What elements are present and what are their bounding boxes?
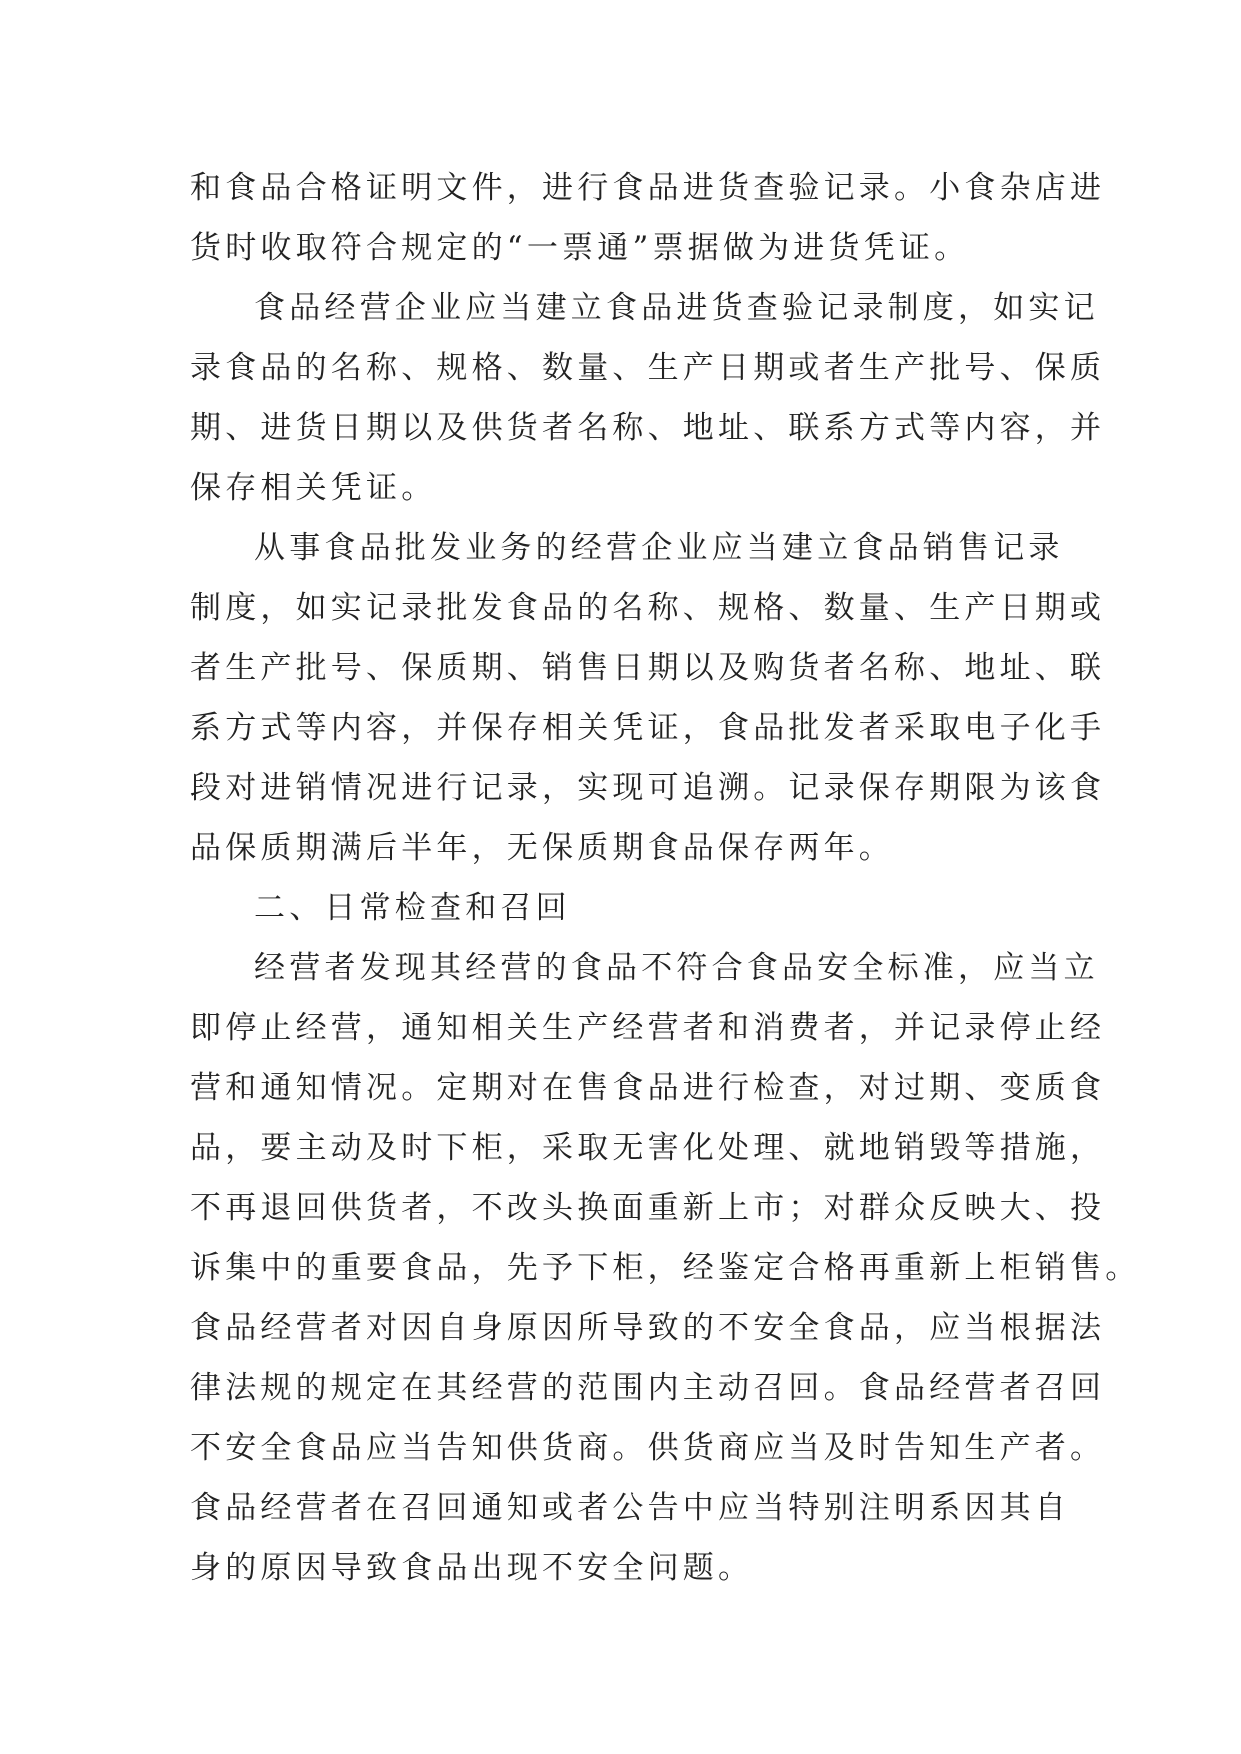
- text-line: 经营者发现其经营的食品不符合食品安全标准，应当立: [254, 950, 1099, 986]
- text-line: 制度，如实记录批发食品的名称、规格、数量、生产日期或: [190, 590, 1106, 626]
- text-line: 从事食品批发业务的经营企业应当建立食品销售记录: [254, 530, 1064, 566]
- text-line: 录食品的名称、规格、数量、生产日期或者生产批号、保质: [190, 350, 1106, 386]
- text-line: 营和通知情况。定期对在售食品进行检查，对过期、变质食: [190, 1070, 1106, 1106]
- text-line: 和食品合格证明文件，进行食品进货查验记录。小食杂店进: [190, 170, 1106, 206]
- text-line: 保存相关凭证。: [190, 470, 437, 506]
- document-body: [190, 158, 1141, 1598]
- text-line: 不再退回供货者，不改头换面重新上市；对群众反映大、投: [190, 1190, 1106, 1226]
- text-line: 品保质期满后半年，无保质期食品保存两年。: [190, 830, 894, 866]
- text-line: 身的原因导致食品出现不安全问题。: [190, 1550, 754, 1586]
- text-line: 食品经营者在召回通知或者公告中应当特别注明系因其自: [190, 1490, 1070, 1526]
- text-line: 食品经营者对因自身原因所导致的不安全食品，应当根据法: [190, 1310, 1106, 1346]
- text-line: 者生产批号、保质期、销售日期以及购货者名称、地址、联: [190, 650, 1106, 686]
- text-line: 食品经营企业应当建立食品进货查验记录制度，如实记: [254, 290, 1099, 326]
- text-line: 即停止经营，通知相关生产经营者和消费者，并记录停止经: [190, 1010, 1106, 1046]
- text-line: 律法规的规定在其经营的范围内主动召回。食品经营者召回: [190, 1370, 1106, 1406]
- section-heading: 二、日常检查和召回: [254, 890, 571, 926]
- text-line: 段对进销情况进行记录，实现可追溯。记录保存期限为该食: [190, 770, 1106, 806]
- text-line: 不安全食品应当告知供货商。供货商应当及时告知生产者。: [190, 1430, 1106, 1466]
- text-line: 诉集中的重要食品，先予下柜，经鉴定合格再重新上柜销售。: [190, 1250, 1141, 1286]
- text-line: 期、进货日期以及供货者名称、地址、联系方式等内容，并: [190, 410, 1106, 446]
- text-line: 品，要主动及时下柜，采取无害化处理、就地销毁等措施，: [190, 1130, 1106, 1166]
- text-line: 系方式等内容，并保存相关凭证，食品批发者采取电子化手: [190, 710, 1106, 746]
- text-line: 货时收取符合规定的“一票通”票据做为进货凭证。: [190, 230, 970, 266]
